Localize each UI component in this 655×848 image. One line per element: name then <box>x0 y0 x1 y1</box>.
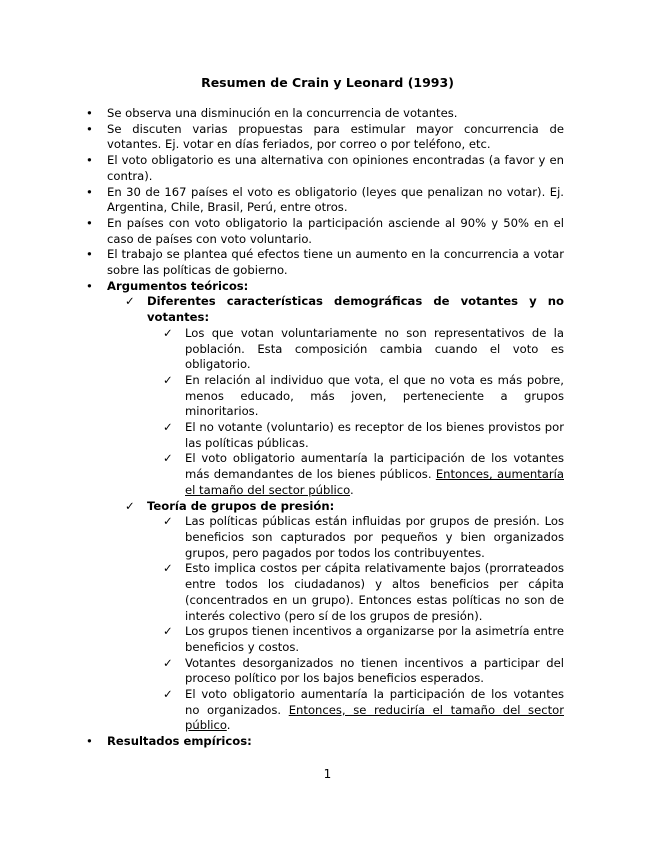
bullet-icon: • <box>86 121 93 136</box>
main-bullet-list <box>86 106 564 750</box>
subsection-demographics <box>125 294 564 498</box>
list-item: ✓ Esto implica costos per cápita relativamente bajos (prorrateados entre todos los ciudadanos) y altos beneficios per cápita (concentrados en un grupo). Entonces estas políticas no son de interés colectivo (pero sí de los grupos de presión). <box>163 561 564 623</box>
list-item: • El voto obligatorio es una alternativa con opiniones encontradas (a favor y en contra). <box>86 153 564 183</box>
underlined-conclusion: Entonces, se reduciría el tamaño del sector público <box>185 702 564 733</box>
checkmark-icon: ✓ <box>163 372 173 387</box>
subsection-heading: Diferentes características demográficas de votantes y no votantes: <box>147 294 564 325</box>
checkmark-icon: ✓ <box>163 325 173 340</box>
list-item: ✓ El voto obligatorio aumentaría la participación de los votantes más demandantes de los bienes públicos. Entonces, aumentaría el tamaño del sector público. <box>163 451 564 497</box>
document-title: Resumen de Crain y Leonard (1993) <box>201 75 454 90</box>
bullet-icon: • <box>86 734 93 749</box>
section-theoretical-arguments <box>86 279 564 734</box>
page-number: 1 <box>323 767 332 781</box>
list-item: • El trabajo se plantea qué efectos tiene un aumento en la concurrencia a votar sobre las políticas de gobierno. <box>86 247 564 278</box>
sub-item-list <box>163 514 564 734</box>
checkmark-icon: ✓ <box>125 294 135 309</box>
checkmark-icon: ✓ <box>163 687 173 702</box>
subsection-list <box>125 294 564 734</box>
checkmark-icon: ✓ <box>163 624 173 639</box>
sub-item-list <box>163 326 564 499</box>
bullet-icon: • <box>86 184 93 199</box>
subsection-pressure-groups <box>125 499 564 735</box>
list-item: • En 30 de 167 países el voto es obligatorio (leyes que penalizan no votar). Ej. Argentina, Chile, Brasil, Perú, entre otros. <box>86 184 564 215</box>
checkmark-icon: ✓ <box>163 420 173 435</box>
bullet-icon: • <box>86 247 93 262</box>
list-item: • Se observa una disminución en la concurrencia de votantes. <box>86 106 458 120</box>
checkmark-icon: ✓ <box>163 561 173 576</box>
list-item: ✓ Las políticas públicas están influidas por grupos de presión. Los beneficios son capturados por pequeños y bien organizados grupos, pero pagados por todos los contribuyentes. <box>163 514 564 560</box>
document-body <box>86 106 564 750</box>
list-item: ✓ El no votante (voluntario) es receptor de los bienes provistos por las políticas públicas. <box>163 420 564 450</box>
list-item: ✓ Los grupos tienen incentivos a organizarse por la asimetría entre beneficios y costos. <box>163 624 564 654</box>
list-item: ✓ Los que votan voluntariamente no son representativos de la población. Esta composición cambia cuando el voto es obligatorio. <box>163 325 564 372</box>
section-heading: Resultados empíricos: <box>107 734 252 749</box>
list-item: ✓ El voto obligatorio aumentaría la participación de los votantes no organizados. Entonces, se reduciría el tamaño del sector público. <box>163 687 564 733</box>
section-empirical-results <box>86 734 564 750</box>
section-heading: Argumentos teóricos: <box>107 278 249 293</box>
bullet-icon: • <box>86 215 93 230</box>
list-item: • Se discuten varias propuestas para estimular mayor concurrencia de votantes. Ej. votar en días feriados, por correo o por teléfono, etc. <box>86 121 564 152</box>
checkmark-icon: ✓ <box>125 498 135 513</box>
bullet-icon: • <box>86 106 93 120</box>
list-item: • En países con voto obligatorio la participación asciende al 90% y 50% en el caso de países con voto voluntario. <box>86 215 564 246</box>
bullet-icon: • <box>86 153 93 168</box>
checkmark-icon: ✓ <box>163 655 173 670</box>
bullet-icon: • <box>86 278 93 293</box>
checkmark-icon: ✓ <box>163 514 173 529</box>
checkmark-icon: ✓ <box>163 451 173 466</box>
list-item: ✓ En relación al individuo que vota, el que no vota es más pobre, menos educado, más joven, perteneciente a grupos minoritarios. <box>163 372 564 419</box>
subsection-heading: Teoría de grupos de presión: <box>147 498 335 513</box>
underlined-conclusion: Entonces, aumentaría el tamaño del sector público <box>185 467 564 497</box>
list-item: ✓ Votantes desorganizados no tienen incentivos a participar del proceso político por los bajos beneficios esperados. <box>163 655 564 686</box>
